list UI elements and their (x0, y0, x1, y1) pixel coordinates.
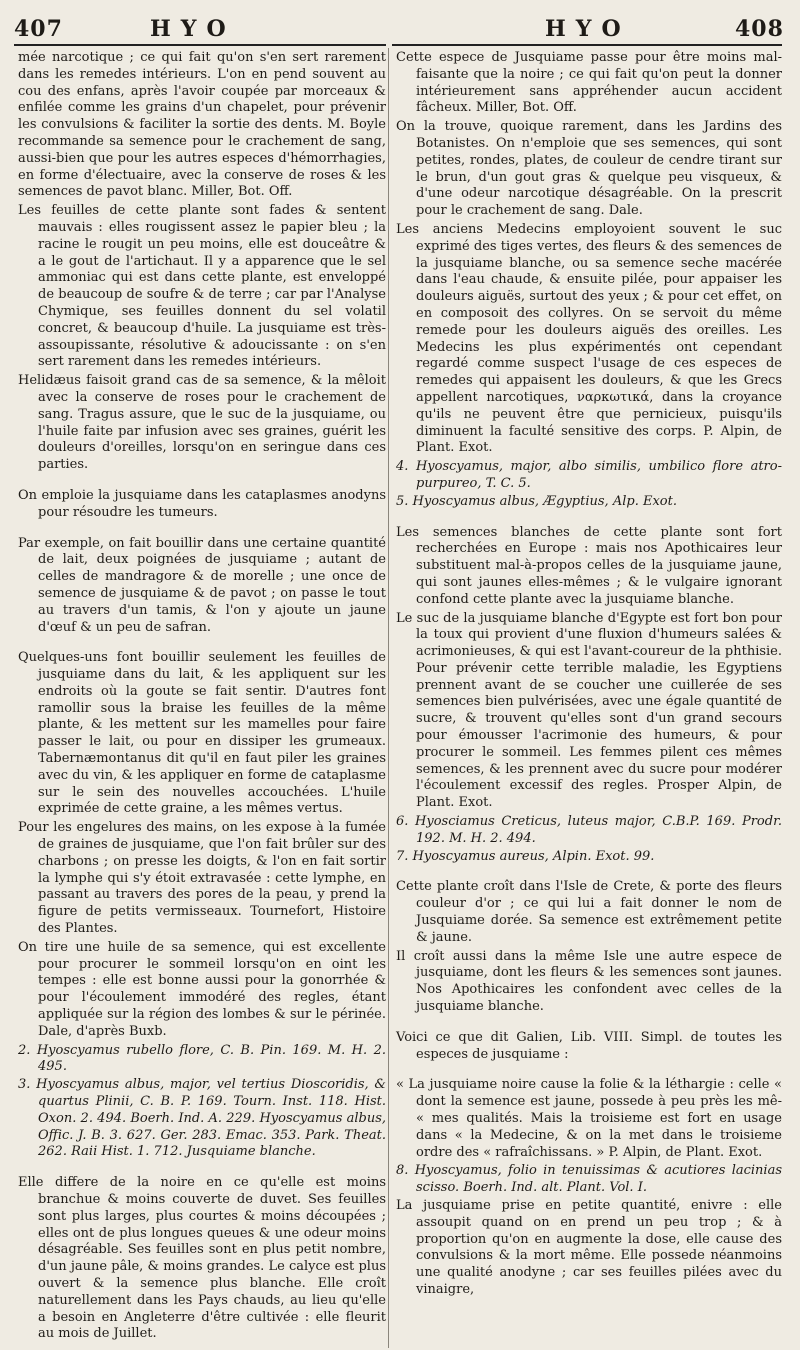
column-divider (388, 48, 389, 1348)
species-entry: 6. Hyosciamus Creticus, luteus major, C.B.P. 169. Prodr. 192. M. H. 2. 494. (396, 814, 782, 846)
page-number-right: 408 (735, 16, 784, 42)
paragraph: Cette espece de Jusquiame passe pour être moins mal-faisante que la noire ; ce qui fait qu'on peut la donner intérieurement sans appréhender aucun accident fâcheux. Miller, Bot. Off. (396, 50, 782, 116)
paragraph: Quelques-uns font bouillir seulement les feuilles de jusquiame dans du lait, & les appliquent sur les endroits où la goute se fait sentir. D'autres font ramollir sous la braise les feuilles de la même plante, & les mettent sur les mamelles pour faire passer le lait, ou pour en dissiper les grumeaux. Tabernæmontanus dit qu'il en faut piler les graines avec du vin, & les appliquer en forme de cataplasme sur le sein des nouvelles accouchées. L'huile exprimée de cette graine, a les mêmes vertus. (18, 650, 386, 817)
paragraph: On emploie la jusquiame dans les cataplasmes anodyns pour résoudre les tumeurs. (18, 487, 386, 520)
quotation: « La jusquiame noire cause la folie & la léthargie : celle « dont la semence est jaune, possede à peu près les mê- « mes qualités. Mais la troisieme est fort en usage dans « la Medecine, & on la met dans le troisieme ordre des « rafraîchissans. » P. Alpin, de Plant. Exot. (396, 1077, 782, 1160)
paragraph: On la trouve, quoique rarement, dans les Jardins des Botanistes. On n'emploie que ses semences, qui sont petites, rondes, plates, de couleur de cendre tirant sur le brun, d'un gout gras & quelque peu visqueux, & d'une odeur narcotique désagréable. On la prescrit pour le crachement de sang. Dale. (396, 119, 782, 219)
paragraph: mée narcotique ; ce qui fait qu'on s'en sert rarement dans les remedes intérieurs. L'on en pend souvent au cou des enfans, après l'avoir coupée par morceaux & enfilée comme les grains d'un chapelet, pour prévenir les convulsions & faciliter la sortie des dents. M. Boyle recommande sa semence pour le crachement de sang, aussi-bien que pour les autres especes d'hémorrhagies, en forme d'électuaire, avec la conserve de roses & les semences de pavot blanc. Miller, Bot. Off. (18, 50, 386, 200)
paragraph: Helidæus faisoit grand cas de sa semence, & la mêloit avec la conserve de roses pour le crachement de sang. Tragus assure, que le suc de la jusquiame, ou l'huile faite par infusion avec ses graines, guérit les douleurs d'oreilles, lorsqu'on en seringue dans ces parties. (18, 373, 386, 473)
paragraph: Le suc de la jusquiame blanche d'Egypte est fort bon pour la toux qui provient d'une fluxion d'humeurs salées & acrimonieuses, & qui est l'avant-coureur de la phthisie. Pour prévenir cette terrible maladie, les Egyptiens prennent avant de se coucher une cuillerée de ses semences bien pulvérisées, avec une égale quantité de sucre, & trouvent qu'elles sont d'un grand secours pour émousser l'acrimonie des humeurs, & pour procurer le sommeil. Les femmes pilent ces mêmes semences, & les prennent avec du sucre pour modérer l'écoulement excessif des regles. Prosper Alpin, de Plant. Exot. (396, 610, 782, 811)
right-column (392, 50, 782, 1346)
species-entry: 2. Hyoscyamus rubello flore, C. B. Pin. 169. M. H. 2. 495. (18, 1042, 386, 1075)
running-headword-left: HYO (150, 16, 236, 42)
species-entry: 8. Hyoscyamus, folio in tenuissimas & acutiores lacinias scisso. Boerh. Ind. alt. Plant. Vol. I. (396, 1163, 782, 1196)
page-number-left: 407 (14, 16, 63, 42)
paragraph: Cette plante croît dans l'Isle de Crete, & porte des fleurs couleur d'or ; ce qui lui a fait donner le nom de Jusquiame dorée. Sa semence est extrêmement petite & jaune. (396, 879, 782, 945)
species-entry: 7. Hyoscyamus aureus, Alpin. Exot. 99. (396, 848, 655, 864)
species-entry: 4. Hyoscyamus, major, albo similis, umbilico flore atro-purpureo, T. C. 5. (396, 459, 782, 491)
paragraph: Pour les engelures des mains, on les expose à la fumée de graines de jusquiame, que l'on fait brûler sur des charbons ; on presse les doigts, & l'on en fait sortir la lymphe qui s'y étoit extravasée : cette lymphe, en passant au travers des pores de la peau, y prend la figure de petits vermisseaux. Tournefort, Histoire des Plantes. (18, 820, 386, 937)
paragraph: On tire une huile de sa semence, qui est excellente pour procurer le sommeil lorsqu'on en oint les tempes : elle est bonne aussi pour la gonorrhée & pour l'écoulement immodéré des regles, étant appliquée sur la région des lombes & sur le périnée. Dale, d'après Buxb. (18, 939, 386, 1039)
species-entry: 5. Hyoscyamus albus, Ægyptius, Alp. Exot. (396, 493, 677, 509)
paragraph: Il croît aussi dans la même Isle une autre espece de jusquiame, dont les fleurs & les semences sont jaunes. Nos Apothicaires les confondent avec celles de la jusquiame blanche. (396, 948, 782, 1015)
running-header (0, 0, 800, 48)
paragraph: Les semences blanches de cette plante sont fort recherchées en Europe : mais nos Apothicaires leur substituent mal-à-propos celles de la jusquiame jaune, qui sont jaunes elles-mêmes ; & le vulgaire ignorant confond cette plante avec la jusquiame blanche. (396, 524, 782, 607)
paragraph: La jusquiame prise en petite quantité, enivre : elle assoupit quand on en prend un peu trop ; & à proportion qu'on en augmente la dose, elle cause des convulsions & la mort même. Elle possede néanmoins une qualité anodyne ; car ses feuilles pilées avec du vinaigre, (396, 1198, 782, 1297)
species-entry: 3. Hyoscyamus albus, major, vel tertius Dioscoridis, & quartus Plinii, C. B. P. 169. Tourn. Inst. 118. Hist. Oxon. 2. 494. Boerh. Ind. A. 229. Hyoscyamus albus, Offic. J. B. 3. 627. Ger. 283. Emac. 353. Park. Theat. 262. Raii Hist. 1. 712. Jusquiame blanche. (18, 1077, 386, 1160)
paragraph: Elle differe de la noire en ce qu'elle est moins branchue & moins couverte de duvet. Ses feuilles sont plus larges, plus courtes & moins découpées ; elles ont de plus longues queues & une odeur moins désagréable. Ses feuilles sont en plus petit nombre, d'un jaune pâle, & moins grandes. Le calyce est plus ouvert & la semence plus blanche. Elle croît naturellement dans les Pays chauds, au lieu qu'elle a besoin en Angleterre d'être cultivée : elle fleurit au mois de Juillet. (18, 1175, 386, 1342)
header-rule-left (14, 44, 386, 46)
running-headword-right: HYO (545, 16, 631, 42)
left-column (14, 50, 386, 1346)
paragraph: Les feuilles de cette plante sont fades & sentent mauvais : elles rougissent assez le papier bleu ; la racine le rougit un peu moins, elle est douceâtre & a le gout de l'artichaut. Il y a apparence que le sel ammoniac qui est dans cette plante, est enveloppé de beaucoup de soufre & de terre ; car par l'Analyse Chymique, ses feuilles donnent du sel volatil concret, & beaucoup d'huile. La jusquiame est très-assoupissante, résolutive & adoucissante : on s'en sert rarement dans les remedes intérieurs. (18, 203, 386, 370)
paragraph: Les anciens Medecins employoient souvent le suc exprimé des tiges vertes, des fleurs & des semences de la jusquiame blanche, ou sa semence seche macérée dans l'eau chaude, & ensuite pilée, pour appaiser les douleurs aiguës, surtout des yeux ; & pour cet effet, on en composoit des collyres. On se servoit du même remede pour les douleurs aiguës des oreilles. Les Medecins les plus expérimentés ont cependant regardé comme suspect l'usage de ces especes de remedes qui appaisent les douleurs, & que les Grecs appellent narcotiques, ναρκωτικά, dans la croyance qu'ils ne peuvent être que pernicieux, puisqu'ils diminuent la faculté sensitive des corps. P. Alpin, de Plant. Exot. (396, 221, 782, 456)
paragraph: Voici ce que dit Galien, Lib. VIII. Simpl. de toutes les especes de jusquiame : (396, 1029, 782, 1062)
paragraph: Par exemple, on fait bouillir dans une certaine quantité de lait, deux poignées de jusquiame ; autant de celles de mandragore & de morelle ; une once de semence de jusquiame & de pavot ; on passe le tout au travers d'un tamis, & l'on y ajoute un jaune d'œuf & un peu de safran. (18, 535, 386, 635)
header-rule-right (392, 44, 782, 46)
